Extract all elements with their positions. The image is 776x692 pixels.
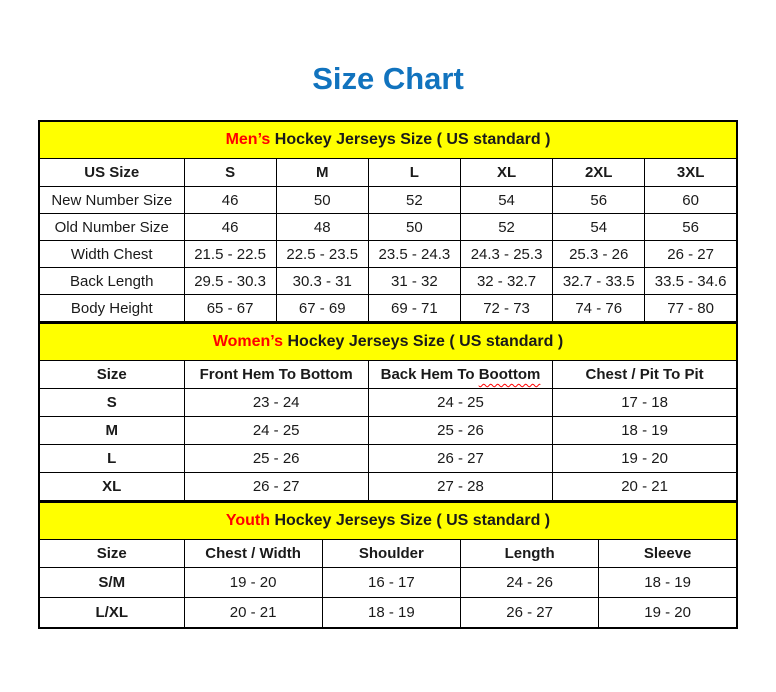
column-header: Front Hem To Bottom xyxy=(184,361,368,389)
table-row xyxy=(39,268,737,295)
youth-section-title-rest: Hockey Jerseys Size ( US standard ) xyxy=(270,512,551,529)
row-label: Width Chest xyxy=(39,241,184,268)
mens-section-title-rest: Hockey Jerseys Size ( US standard ) xyxy=(270,131,551,148)
womens-section-keyword: Women’s xyxy=(212,333,284,350)
column-header: XL xyxy=(460,159,552,187)
row-label: L/XL xyxy=(39,598,184,629)
table-cell: 24 - 26 xyxy=(461,568,599,598)
table-row xyxy=(39,568,737,598)
column-header-prefix: Back Hem To xyxy=(380,366,479,383)
table-cell: 30.3 - 31 xyxy=(276,268,368,295)
column-header: Length xyxy=(461,540,599,568)
table-cell: 46 xyxy=(184,214,276,241)
column-header: M xyxy=(276,159,368,187)
table-cell: 46 xyxy=(184,187,276,214)
youth-size-table xyxy=(38,502,738,629)
table-cell: 67 - 69 xyxy=(276,295,368,323)
row-label: S/M xyxy=(39,568,184,598)
table-cell: 26 - 27 xyxy=(645,241,737,268)
table-cell: 23 - 24 xyxy=(184,389,368,417)
row-label: XL xyxy=(39,473,184,502)
table-cell: 18 - 19 xyxy=(322,598,460,629)
table-row xyxy=(39,295,737,323)
table-cell: 20 - 21 xyxy=(553,473,737,502)
table-cell: 24.3 - 25.3 xyxy=(460,241,552,268)
column-header: 3XL xyxy=(645,159,737,187)
table-cell: 32.7 - 33.5 xyxy=(553,268,645,295)
row-label: Body Height xyxy=(39,295,184,323)
table-cell: 26 - 27 xyxy=(184,473,368,502)
table-cell: 60 xyxy=(645,187,737,214)
column-header: 2XL xyxy=(553,159,645,187)
table-cell: 31 - 32 xyxy=(368,268,460,295)
row-label: Back Length xyxy=(39,268,184,295)
table-cell: 24 - 25 xyxy=(368,389,552,417)
table-row xyxy=(39,445,737,473)
table-cell: 29.5 - 30.3 xyxy=(184,268,276,295)
column-header: Shoulder xyxy=(322,540,460,568)
column-header: L xyxy=(368,159,460,187)
table-cell: 19 - 20 xyxy=(599,598,737,629)
column-header: Size xyxy=(39,361,184,389)
table-row xyxy=(39,473,737,502)
table-cell: 52 xyxy=(460,214,552,241)
table-row xyxy=(39,417,737,445)
womens-section-header xyxy=(39,324,737,361)
womens-section-header-row xyxy=(39,324,737,361)
youth-column-header-row xyxy=(39,540,737,568)
mens-section-keyword: Men’s xyxy=(225,131,271,148)
row-label: L xyxy=(39,445,184,473)
table-cell: 21.5 - 22.5 xyxy=(184,241,276,268)
table-row xyxy=(39,214,737,241)
womens-section-title-rest: Hockey Jerseys Size ( US standard ) xyxy=(283,333,564,350)
mens-column-header-row xyxy=(39,159,737,187)
table-cell: 18 - 19 xyxy=(599,568,737,598)
table-cell: 65 - 67 xyxy=(184,295,276,323)
table-cell: 52 xyxy=(368,187,460,214)
mens-size-table xyxy=(38,120,738,323)
table-cell: 18 - 19 xyxy=(553,417,737,445)
mens-section-header xyxy=(39,121,737,159)
table-cell: 56 xyxy=(553,187,645,214)
mens-section-header-row xyxy=(39,121,737,159)
table-cell: 24 - 25 xyxy=(184,417,368,445)
table-cell: 25.3 - 26 xyxy=(553,241,645,268)
table-row xyxy=(39,389,737,417)
table-cell: 23.5 - 24.3 xyxy=(368,241,460,268)
column-header: Sleeve xyxy=(599,540,737,568)
table-cell: 19 - 20 xyxy=(184,568,322,598)
table-cell: 26 - 27 xyxy=(368,445,552,473)
table-cell: 16 - 17 xyxy=(322,568,460,598)
row-label: M xyxy=(39,417,184,445)
youth-section-header-row xyxy=(39,503,737,540)
table-cell: 72 - 73 xyxy=(460,295,552,323)
column-header-misspelled xyxy=(368,361,552,389)
row-label: S xyxy=(39,389,184,417)
youth-section-header xyxy=(39,503,737,540)
table-cell: 50 xyxy=(276,187,368,214)
column-header: S xyxy=(184,159,276,187)
table-cell: 20 - 21 xyxy=(184,598,322,629)
table-cell: 32 - 32.7 xyxy=(460,268,552,295)
table-cell: 77 - 80 xyxy=(645,295,737,323)
row-label: Old Number Size xyxy=(39,214,184,241)
table-cell: 74 - 76 xyxy=(553,295,645,323)
table-cell: 50 xyxy=(368,214,460,241)
table-cell: 22.5 - 23.5 xyxy=(276,241,368,268)
column-header: US Size xyxy=(39,159,184,187)
table-cell: 54 xyxy=(553,214,645,241)
table-row xyxy=(39,598,737,629)
table-cell: 33.5 - 34.6 xyxy=(645,268,737,295)
table-cell: 19 - 20 xyxy=(553,445,737,473)
column-header: Chest / Width xyxy=(184,540,322,568)
row-label: New Number Size xyxy=(39,187,184,214)
table-cell: 56 xyxy=(645,214,737,241)
misspelled-word-squiggle: Boottom xyxy=(478,366,541,383)
table-cell: 54 xyxy=(460,187,552,214)
table-cell: 69 - 71 xyxy=(368,295,460,323)
column-header: Chest / Pit To Pit xyxy=(553,361,737,389)
column-header: Size xyxy=(39,540,184,568)
table-row xyxy=(39,187,737,214)
youth-section-keyword: Youth xyxy=(225,512,270,529)
table-cell: 26 - 27 xyxy=(461,598,599,629)
table-cell: 25 - 26 xyxy=(184,445,368,473)
table-cell: 17 - 18 xyxy=(553,389,737,417)
womens-column-header-row xyxy=(39,361,737,389)
table-cell: 27 - 28 xyxy=(368,473,552,502)
womens-size-table xyxy=(38,323,738,502)
table-row xyxy=(39,241,737,268)
size-tables-container xyxy=(38,120,738,629)
table-cell: 25 - 26 xyxy=(368,417,552,445)
table-cell: 48 xyxy=(276,214,368,241)
page-title: Size Chart xyxy=(312,61,464,96)
